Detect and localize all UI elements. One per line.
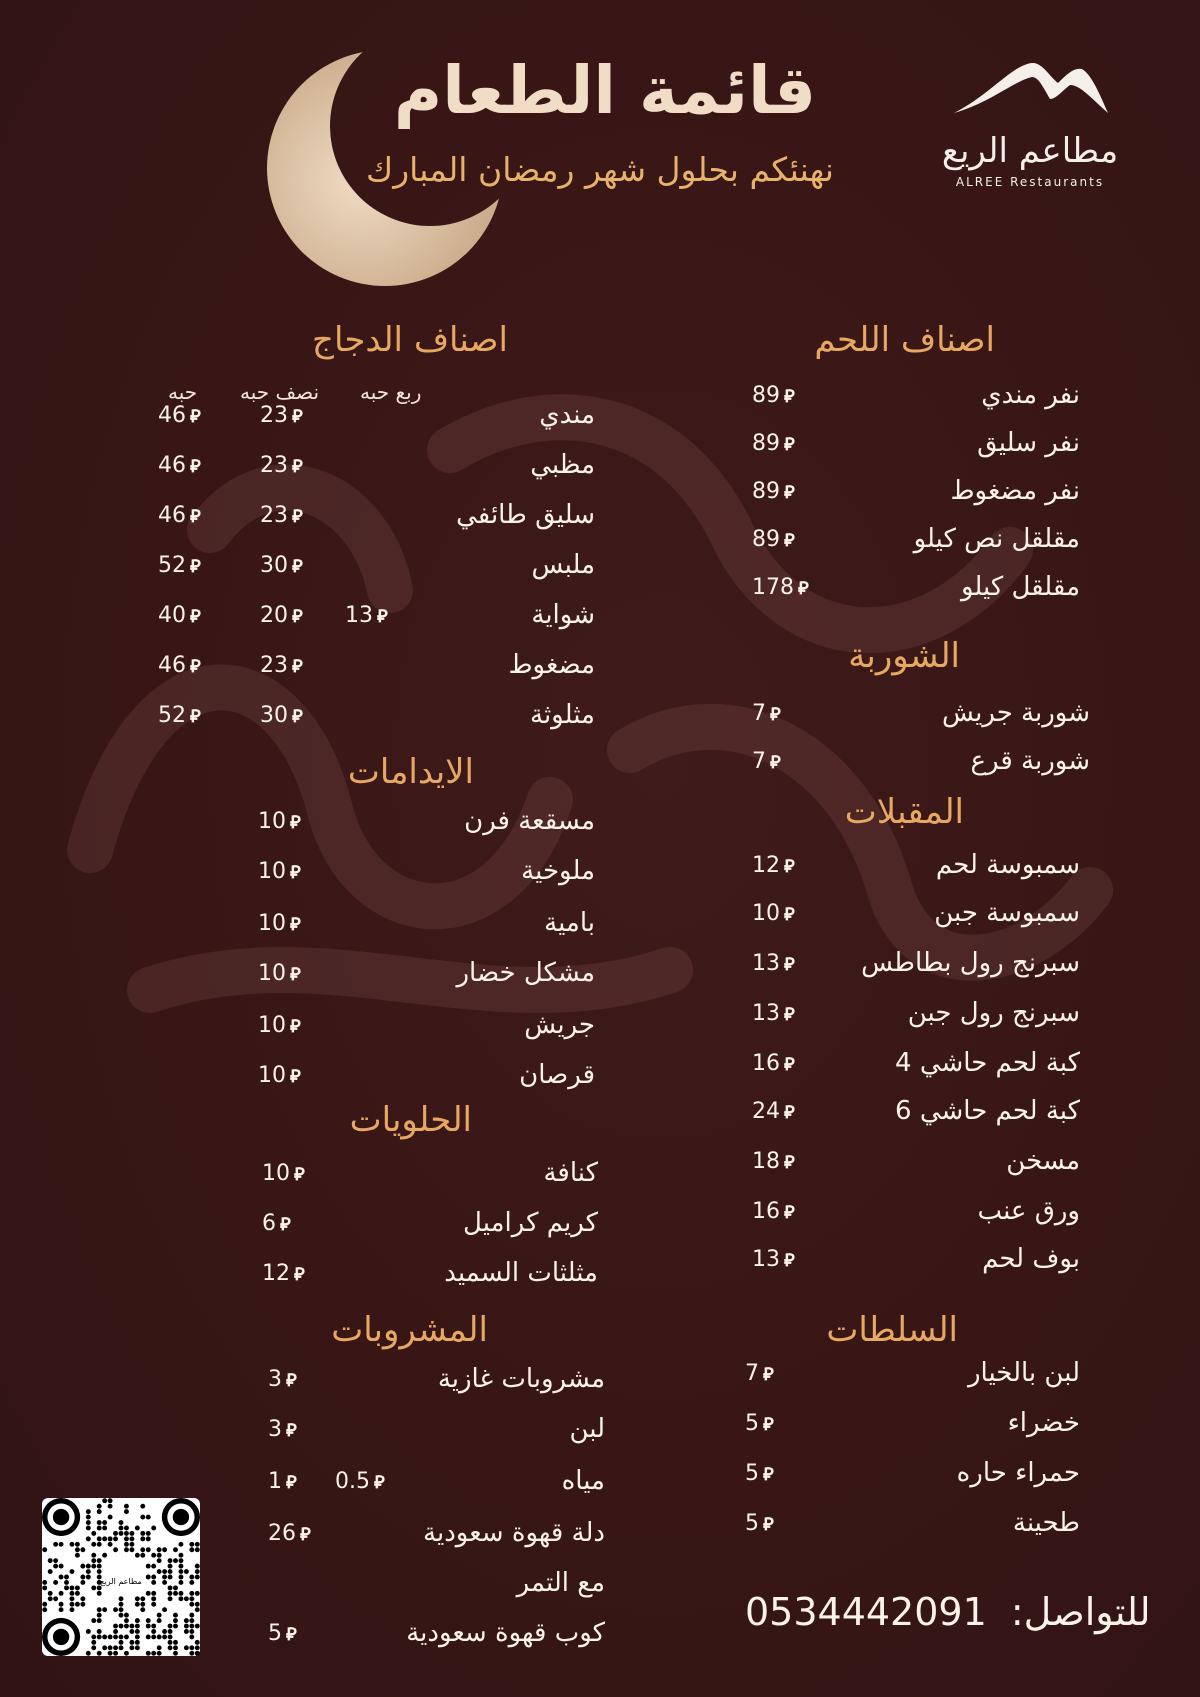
soup-item-name: شوربة جريش: [941, 698, 1090, 728]
currency-icon: ⃁: [300, 1524, 311, 1545]
soup-item-price-value: 7: [752, 749, 766, 774]
currency-icon: ⃁: [292, 456, 303, 477]
page-title: قائمة الطعام: [393, 52, 817, 129]
currency-icon: ⃁: [290, 812, 301, 833]
chicken-whole-price: [158, 553, 201, 578]
idamat-item-price: [258, 809, 301, 834]
chicken-whole-price: [158, 403, 201, 428]
chicken-half-price: [260, 553, 303, 578]
chicken-whole-price-value: 52: [158, 703, 186, 728]
appetizers-item-name: بوف لحم: [982, 1244, 1080, 1274]
appetizers-item-price: [752, 1149, 795, 1174]
currency-icon: ⃁: [294, 1164, 305, 1185]
currency-icon: ⃁: [377, 606, 388, 627]
currency-icon: ⃁: [763, 1464, 774, 1485]
idamat-item-price: [258, 859, 301, 884]
meat-item-name: نفر مضغوط: [950, 476, 1080, 506]
idamat-item-price-value: 10: [258, 911, 286, 936]
appetizers-item-price-value: 16: [752, 1051, 780, 1076]
appetizers-item-name: سمبوسة جبن: [934, 898, 1080, 928]
drinks-item-price-value: 26: [268, 1521, 296, 1546]
currency-icon: ⃁: [784, 482, 795, 503]
currency-icon: ⃁: [286, 1472, 297, 1493]
contact-info: [745, 1590, 1151, 1634]
drinks-item-price-small: [335, 1469, 385, 1494]
background-calligraphy: [30, 330, 1130, 1050]
currency-icon: ⃁: [190, 506, 201, 527]
meat-item-name: نفر سليق: [977, 428, 1080, 458]
chicken-half-price-value: 30: [260, 553, 288, 578]
idamat-item-price-value: 10: [258, 1063, 286, 1088]
idamat-item-price-value: 10: [258, 961, 286, 986]
ramadan-greeting: نهنئكم بحلول شهر رمضان المبارك: [366, 150, 834, 189]
appetizers-item-name: سبرنج رول بطاطس: [861, 948, 1080, 978]
soup-item-price-value: 7: [752, 701, 766, 726]
currency-icon: ⃁: [763, 1364, 774, 1385]
chicken-half-price: [260, 403, 303, 428]
section-meat-title: اصناف اللحم: [814, 320, 995, 360]
desserts-item-price: [262, 1261, 305, 1286]
appetizers-item-price: [752, 1199, 795, 1224]
currency-icon: ⃁: [292, 706, 303, 727]
currency-icon: ⃁: [374, 1472, 385, 1493]
chicken-whole-price: [158, 503, 201, 528]
meat-item-name: مقلقل نص كيلو: [913, 524, 1080, 554]
currency-icon: ⃁: [190, 556, 201, 577]
idamat-item-price-value: 10: [258, 1013, 286, 1038]
drinks-item-price: [268, 1469, 297, 1494]
salads-item-price-value: 5: [745, 1461, 759, 1486]
idamat-item-name: مشكل خضار: [456, 958, 595, 988]
contact-label: للتواصل:: [1010, 1590, 1151, 1634]
chicken-whole-price: [158, 653, 201, 678]
chicken-whole-price: [158, 603, 201, 628]
currency-icon: ⃁: [292, 506, 303, 527]
currency-icon: ⃁: [290, 1066, 301, 1087]
chicken-half-price-value: 23: [260, 403, 288, 428]
appetizers-item-price: [752, 951, 795, 976]
currency-icon: ⃁: [763, 1414, 774, 1435]
salads-item-price: [745, 1461, 774, 1486]
currency-icon: ⃁: [286, 1370, 297, 1391]
chicken-whole-price-value: 52: [158, 553, 186, 578]
chicken-half-price: [260, 453, 303, 478]
currency-icon: ⃁: [784, 434, 795, 455]
drinks-item-name: كوب قهوة سعودية: [406, 1618, 605, 1648]
appetizers-item-name: كبة لحم حاشي 6: [895, 1096, 1080, 1126]
salads-item-name: حمراء حاره: [956, 1458, 1080, 1488]
chicken-whole-price: [158, 703, 201, 728]
idamat-item-price: [258, 1013, 301, 1038]
soup-item-price: [752, 701, 781, 726]
currency-icon: ⃁: [190, 456, 201, 477]
chicken-half-price: [260, 703, 303, 728]
meat-item-price: [752, 431, 795, 456]
appetizers-item-price: [752, 853, 795, 878]
currency-icon: ⃁: [770, 752, 781, 773]
section-desserts-title: الحلويات: [349, 1100, 472, 1140]
appetizers-item-price-value: 24: [752, 1099, 780, 1124]
contact-phone[interactable]: 0534442091: [745, 1590, 987, 1634]
chicken-whole-price-value: 46: [158, 453, 186, 478]
appetizers-item-name: ورق عنب: [977, 1196, 1080, 1226]
chicken-item-name: مضغوط: [508, 650, 595, 680]
currency-icon: ⃁: [784, 386, 795, 407]
chicken-half-price-value: 20: [260, 603, 288, 628]
appetizers-item-price-value: 16: [752, 1199, 780, 1224]
section-soup-title: الشوربة: [848, 636, 960, 676]
idamat-item-name: جريش: [524, 1010, 595, 1040]
salads-item-price: [745, 1411, 774, 1436]
desserts-item-price: [262, 1211, 291, 1236]
meat-item-price-value: 89: [752, 383, 780, 408]
currency-icon: ⃁: [784, 1202, 795, 1223]
section-drinks-title: المشروبات: [331, 1310, 488, 1350]
chicken-item-name: مثلوثة: [530, 700, 595, 730]
chicken-item-name: شواية: [531, 600, 595, 630]
currency-icon: ⃁: [784, 856, 795, 877]
idamat-item-price: [258, 911, 301, 936]
currency-icon: ⃁: [286, 1624, 297, 1645]
salads-item-price-value: 5: [745, 1411, 759, 1436]
salads-item-price-value: 5: [745, 1511, 759, 1536]
mountain-icon: [950, 55, 1110, 117]
meat-item-price-value: 89: [752, 527, 780, 552]
meat-item-price-value: 89: [752, 431, 780, 456]
chicken-whole-price-value: 46: [158, 403, 186, 428]
section-idamat-title: الايدامات: [347, 752, 474, 792]
currency-icon: ⃁: [784, 1004, 795, 1025]
currency-icon: ⃁: [290, 1016, 301, 1037]
logo-name-arabic: مطاعم الريع: [941, 131, 1119, 171]
appetizers-item-price: [752, 1099, 795, 1124]
chicken-half-price-value: 23: [260, 453, 288, 478]
currency-icon: ⃁: [784, 954, 795, 975]
currency-icon: ⃁: [290, 964, 301, 985]
drinks-item-price-value: 5: [268, 1621, 282, 1646]
qr-logo-text: مطاعم الريع: [100, 1577, 142, 1586]
idamat-item-price-value: 10: [258, 859, 286, 884]
appetizers-item-price: [752, 1247, 795, 1272]
chicken-half-price-value: 23: [260, 653, 288, 678]
drinks-item-name: مع التمر: [516, 1568, 605, 1598]
appetizers-item-price-value: 12: [752, 853, 780, 878]
desserts-item-price-value: 6: [262, 1211, 276, 1236]
currency-icon: ⃁: [798, 578, 809, 599]
restaurant-logo: [925, 55, 1135, 189]
appetizers-item-price-value: 13: [752, 1247, 780, 1272]
currency-icon: ⃁: [784, 1152, 795, 1173]
currency-icon: ⃁: [286, 1420, 297, 1441]
desserts-item-name: كنافة: [543, 1158, 598, 1188]
meat-item-price: [752, 383, 795, 408]
chicken-col-half: نصف حبه: [240, 380, 320, 404]
chicken-item-name: مظبي: [530, 450, 595, 480]
idamat-item-price: [258, 1063, 301, 1088]
desserts-item-name: كريم كراميل: [463, 1208, 598, 1238]
salads-item-price-value: 7: [745, 1361, 759, 1386]
drinks-item-price-value: 3: [268, 1367, 282, 1392]
chicken-whole-price: [158, 453, 201, 478]
chicken-item-name: سليق طائفي: [456, 500, 595, 530]
currency-icon: ⃁: [784, 904, 795, 925]
currency-icon: ⃁: [784, 1102, 795, 1123]
chicken-whole-price-value: 46: [158, 503, 186, 528]
salads-item-price: [745, 1511, 774, 1536]
currency-icon: ⃁: [292, 656, 303, 677]
currency-icon: ⃁: [292, 406, 303, 427]
drinks-item-name: مشروبات غازية: [437, 1364, 605, 1394]
currency-icon: ⃁: [294, 1264, 305, 1285]
chicken-item-name: ملبس: [531, 550, 595, 580]
drinks-item-price: [268, 1417, 297, 1442]
chicken-col-quarter: ربع حبه: [360, 380, 422, 404]
idamat-item-name: ملوخية: [521, 856, 595, 886]
currency-icon: ⃁: [770, 704, 781, 725]
salads-item-name: خضراء: [1007, 1408, 1080, 1438]
salads-item-name: طحينة: [1012, 1508, 1080, 1538]
appetizers-item-name: سمبوسة لحم: [935, 850, 1080, 880]
idamat-item-price-value: 10: [258, 809, 286, 834]
meat-item-price: [752, 575, 809, 600]
drinks-item-price: [268, 1521, 311, 1546]
drinks-item-name: لبن: [569, 1414, 605, 1444]
appetizers-item-price: [752, 901, 795, 926]
appetizers-item-price-value: 13: [752, 1001, 780, 1026]
section-appetizers-title: المقبلات: [844, 792, 964, 832]
currency-icon: ⃁: [190, 606, 201, 627]
salads-item-name: لبن بالخيار: [967, 1358, 1080, 1388]
chicken-half-price: [260, 603, 303, 628]
drinks-item-price-value: 1: [268, 1469, 282, 1494]
idamat-item-name: بامية: [544, 908, 595, 938]
meat-item-name: نفر مندي: [981, 380, 1080, 410]
drinks-item-name: مياه: [561, 1466, 605, 1496]
logo-name-english: ALREE Restaurants: [955, 175, 1105, 189]
currency-icon: ⃁: [190, 656, 201, 677]
idamat-item-name: قرصان: [519, 1060, 595, 1090]
appetizers-item-name: سبرنج رول جبن: [907, 998, 1080, 1028]
desserts-item-price-value: 10: [262, 1161, 290, 1186]
currency-icon: ⃁: [784, 530, 795, 551]
currency-icon: ⃁: [784, 1054, 795, 1075]
chicken-quarter-price-value: 13: [345, 603, 373, 628]
currency-icon: ⃁: [190, 406, 201, 427]
soup-item-name: شوربة قرع: [970, 746, 1090, 776]
drinks-item-name: دلة قهوة سعودية: [423, 1518, 605, 1548]
soup-item-price: [752, 749, 781, 774]
idamat-item-name: مسقعة فرن: [464, 806, 595, 836]
drinks-item-price: [268, 1621, 297, 1646]
chicken-quarter-price: [345, 603, 388, 628]
currency-icon: ⃁: [290, 862, 301, 883]
meat-item-price: [752, 527, 795, 552]
currency-icon: ⃁: [280, 1214, 291, 1235]
currency-icon: ⃁: [292, 606, 303, 627]
drinks-item-price-small-value: 0.5: [335, 1469, 370, 1494]
chicken-half-price: [260, 653, 303, 678]
qr-code[interactable]: [42, 1498, 200, 1656]
meat-item-name: مقلقل كيلو: [960, 572, 1080, 602]
idamat-item-price: [258, 961, 301, 986]
meat-item-price-value: 89: [752, 479, 780, 504]
drinks-item-price-value: 3: [268, 1417, 282, 1442]
appetizers-item-price-value: 13: [752, 951, 780, 976]
appetizers-item-price: [752, 1001, 795, 1026]
desserts-item-name: مثلثات السميد: [444, 1258, 598, 1288]
appetizers-item-price-value: 10: [752, 901, 780, 926]
appetizers-item-name: مسخن: [1006, 1146, 1080, 1176]
currency-icon: ⃁: [290, 914, 301, 935]
section-chicken-title: اصناف الدجاج: [312, 320, 508, 360]
chicken-whole-price-value: 40: [158, 603, 186, 628]
chicken-half-price: [260, 503, 303, 528]
chicken-half-price-value: 23: [260, 503, 288, 528]
desserts-item-price: [262, 1161, 305, 1186]
chicken-col-whole: حبه: [168, 380, 198, 404]
chicken-item-name: مندي: [539, 400, 595, 430]
appetizers-item-price-value: 18: [752, 1149, 780, 1174]
appetizers-item-price: [752, 1051, 795, 1076]
currency-icon: ⃁: [190, 706, 201, 727]
currency-icon: ⃁: [292, 556, 303, 577]
meat-item-price-value: 178: [752, 575, 794, 600]
salads-item-price: [745, 1361, 774, 1386]
currency-icon: ⃁: [784, 1250, 795, 1271]
section-salads-title: السلطات: [826, 1310, 958, 1350]
desserts-item-price-value: 12: [262, 1261, 290, 1286]
chicken-whole-price-value: 46: [158, 653, 186, 678]
meat-item-price: [752, 479, 795, 504]
drinks-item-price: [268, 1367, 297, 1392]
currency-icon: ⃁: [763, 1514, 774, 1535]
appetizers-item-name: كبة لحم حاشي 4: [895, 1048, 1080, 1078]
chicken-half-price-value: 30: [260, 703, 288, 728]
